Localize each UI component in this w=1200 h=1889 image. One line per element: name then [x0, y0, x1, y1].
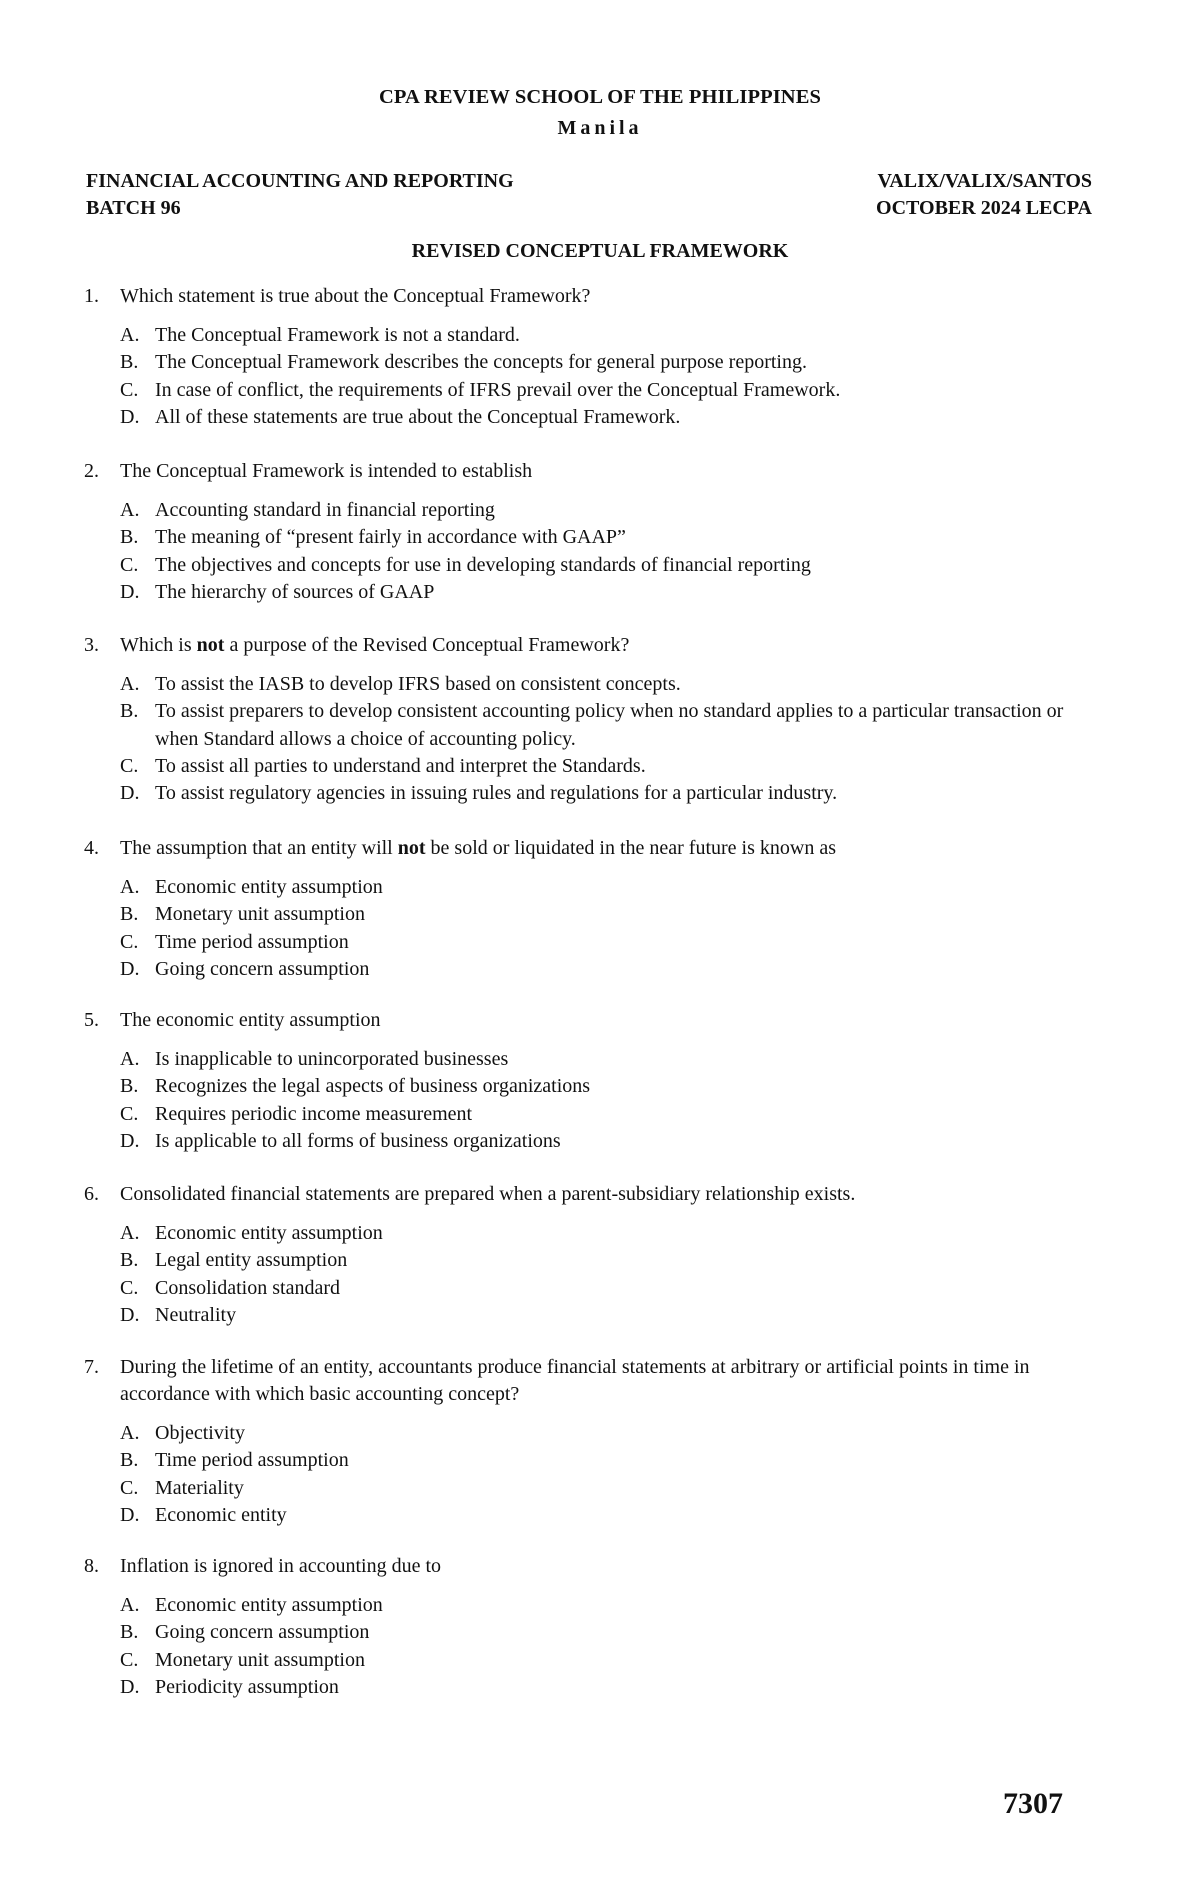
option-text: The hierarchy of sources of GAAP — [155, 580, 435, 603]
option-letter: B. — [120, 903, 139, 926]
question-text-part: a purpose of the Revised Conceptual Framework? — [224, 634, 630, 656]
option-text: Going concern assumption — [155, 1621, 370, 1644]
option-text: Materiality — [155, 1476, 244, 1499]
option-text: Economic entity assumption — [155, 876, 383, 898]
question-item — [0, 1553, 1200, 1701]
answer-options — [0, 322, 1200, 431]
answer-options — [0, 874, 1200, 983]
question-text — [120, 1354, 1100, 1408]
answer-option — [0, 1046, 1200, 1073]
question-text — [120, 1181, 1100, 1208]
question-number: 7. — [84, 1356, 99, 1378]
answer-option — [0, 1674, 1200, 1701]
option-text: The Conceptual Framework is not a standard. — [155, 324, 520, 346]
batch-label: BATCH 96 — [86, 197, 181, 219]
answer-option — [0, 1220, 1200, 1247]
exam-date-code: OCTOBER 2024 LECPA — [876, 197, 1092, 219]
option-letter: C. — [120, 754, 139, 777]
question-stem — [0, 1553, 1200, 1580]
answer-option — [0, 497, 1200, 524]
subject-title: FINANCIAL ACCOUNTING AND REPORTING — [86, 170, 514, 192]
option-text: Recognizes the legal aspects of business organizations — [155, 1075, 591, 1098]
option-letter: D. — [120, 957, 140, 980]
school-city: Manila — [557, 117, 643, 139]
option-text: The meaning of “present fairly in accordance with GAAP” — [155, 526, 626, 549]
question-number: 6. — [84, 1183, 99, 1205]
option-letter: D. — [120, 405, 140, 428]
answer-option — [0, 1420, 1200, 1447]
option-letter: B. — [120, 700, 139, 723]
option-letter: C. — [120, 930, 139, 953]
option-letter: C. — [120, 553, 139, 576]
option-text: To assist regulatory agencies in issuing rules and regulations for a particular industry. — [155, 782, 838, 805]
option-letter: B. — [120, 1449, 139, 1472]
option-text: To assist all parties to understand and interpret the Standards. — [155, 754, 646, 777]
option-text: To assist the IASB to develop IFRS based on consistent concepts. — [155, 673, 681, 695]
question-item — [0, 1181, 1200, 1329]
option-text: The Conceptual Framework describes the concepts for general purpose reporting. — [155, 351, 807, 374]
option-letter: A. — [120, 1048, 140, 1070]
option-letter: B. — [120, 351, 139, 374]
question-item — [0, 283, 1200, 431]
answer-options — [0, 1420, 1200, 1529]
school-name: CPA REVIEW SCHOOL OF THE PHILIPPINES — [379, 86, 821, 108]
answer-option — [0, 1619, 1200, 1646]
question-text-part: Which statement is true about the Conceptual Framework? — [120, 285, 591, 307]
option-letter: C. — [120, 1276, 139, 1299]
answer-option — [0, 698, 1200, 753]
answer-option — [0, 1592, 1200, 1619]
answer-option — [0, 780, 1200, 807]
answer-option — [0, 1502, 1200, 1529]
answer-options — [0, 1046, 1200, 1155]
question-stem — [0, 835, 1200, 862]
option-letter: C. — [120, 1476, 139, 1499]
option-text: Monetary unit assumption — [155, 903, 365, 926]
question-text — [120, 1007, 1100, 1034]
answer-option — [0, 322, 1200, 349]
option-letter: D. — [120, 1129, 140, 1152]
answer-option — [0, 404, 1200, 431]
option-letter: C. — [120, 1648, 139, 1671]
option-letter: B. — [120, 1249, 139, 1272]
answer-option — [0, 552, 1200, 579]
answer-option — [0, 524, 1200, 551]
question-text — [120, 632, 1100, 659]
option-text: Accounting standard in financial reporting — [155, 499, 495, 521]
option-text: Time period assumption — [155, 930, 349, 953]
option-text: Going concern assumption — [155, 957, 370, 980]
answer-option — [0, 1275, 1200, 1302]
option-text: Legal entity assumption — [155, 1249, 348, 1272]
option-text: Economic entity assumption — [155, 1594, 383, 1616]
answer-option — [0, 1475, 1200, 1502]
option-letter: A. — [120, 1222, 140, 1244]
document-title: REVISED CONCEPTUAL FRAMEWORK — [411, 240, 789, 262]
question-text-part: The assumption that an entity will — [120, 837, 398, 859]
question-stem — [0, 632, 1200, 659]
answer-option — [0, 1647, 1200, 1674]
option-text: Is applicable to all forms of business organizations — [155, 1129, 561, 1152]
authors: VALIX/VALIX/SANTOS — [877, 170, 1092, 192]
option-text: Periodicity assumption — [155, 1675, 339, 1698]
question-text — [120, 835, 1100, 862]
answer-option — [0, 1128, 1200, 1155]
question-number: 1. — [84, 285, 99, 307]
answer-options — [0, 497, 1200, 606]
question-number: 2. — [84, 460, 99, 482]
answer-options — [0, 671, 1200, 807]
answer-option — [0, 1073, 1200, 1100]
option-letter: A. — [120, 1422, 140, 1444]
option-text: Is inapplicable to unincorporated businesses — [155, 1048, 509, 1070]
emphasis-text: not — [196, 634, 225, 656]
answer-option — [0, 929, 1200, 956]
question-text-part: be sold or liquidated in the near future is known as — [425, 837, 836, 859]
option-letter: A. — [120, 1594, 140, 1616]
answer-option — [0, 671, 1200, 698]
option-letter: A. — [120, 324, 140, 346]
question-number: 5. — [84, 1009, 99, 1031]
option-text: Economic entity assumption — [155, 1222, 383, 1244]
answer-option — [0, 1302, 1200, 1329]
question-stem — [0, 458, 1200, 485]
page-number: 7307 — [1003, 1787, 1063, 1820]
option-letter: D. — [120, 1303, 140, 1326]
option-letter: B. — [120, 1621, 139, 1644]
question-text-part: During the lifetime of an entity, accountants produce financial statements at arbitrary or artificial points in time in accordance with which basic accounting concept? — [120, 1356, 1030, 1405]
question-stem — [0, 1354, 1200, 1408]
option-text: Time period assumption — [155, 1449, 349, 1472]
option-text: Economic entity — [155, 1503, 287, 1526]
option-letter: A. — [120, 499, 140, 521]
option-text: Objectivity — [155, 1422, 245, 1444]
option-letter: D. — [120, 580, 140, 603]
option-text: Monetary unit assumption — [155, 1648, 365, 1671]
question-number: 3. — [84, 634, 99, 656]
option-letter: C. — [120, 1102, 139, 1125]
option-letter: B. — [120, 526, 139, 549]
option-letter: D. — [120, 1503, 140, 1526]
answer-options — [0, 1220, 1200, 1329]
option-text: To assist preparers to develop consistent accounting policy when no standard applies to a particular transaction or when Standard allows a choice of accounting policy. — [155, 700, 1064, 750]
answer-option — [0, 956, 1200, 983]
option-letter: A. — [120, 673, 140, 695]
option-text: Neutrality — [155, 1303, 237, 1326]
answer-option — [0, 377, 1200, 404]
option-text: In case of conflict, the requirements of IFRS prevail over the Conceptual Framework. — [155, 378, 841, 401]
question-number: 4. — [84, 837, 99, 859]
answer-option — [0, 1447, 1200, 1474]
question-stem — [0, 283, 1200, 310]
question-item — [0, 1354, 1200, 1529]
question-item — [0, 1007, 1200, 1155]
question-text-part: The Conceptual Framework is intended to establish — [120, 460, 533, 482]
option-letter: D. — [120, 1675, 140, 1698]
option-text: Requires periodic income measurement — [155, 1102, 473, 1125]
option-text: All of these statements are true about the Conceptual Framework. — [155, 405, 681, 428]
emphasis-text: not — [397, 837, 426, 859]
question-number: 8. — [84, 1555, 99, 1577]
answer-option — [0, 753, 1200, 780]
answer-options — [0, 1592, 1200, 1701]
option-text: Consolidation standard — [155, 1276, 340, 1299]
option-letter: C. — [120, 378, 139, 401]
answer-option — [0, 349, 1200, 376]
question-stem — [0, 1181, 1200, 1208]
question-text-part: Inflation is ignored in accounting due to — [120, 1555, 442, 1577]
answer-option — [0, 579, 1200, 606]
option-letter: B. — [120, 1075, 139, 1098]
option-letter: A. — [120, 876, 140, 898]
question-item — [0, 458, 1200, 606]
option-text: The objectives and concepts for use in developing standards of financial reporting — [155, 553, 811, 576]
question-text-part: Which is — [120, 634, 197, 656]
question-item — [0, 632, 1200, 807]
option-letter: D. — [120, 782, 140, 805]
answer-option — [0, 901, 1200, 928]
question-text-part: The economic entity assumption — [120, 1009, 381, 1031]
question-stem — [0, 1007, 1200, 1034]
question-text — [120, 283, 1100, 310]
question-text — [120, 458, 1100, 485]
answer-option — [0, 1247, 1200, 1274]
answer-option — [0, 874, 1200, 901]
question-text-part: Consolidated financial statements are prepared when a parent-subsidiary relationship exists. — [120, 1183, 856, 1205]
answer-option — [0, 1101, 1200, 1128]
question-item — [0, 835, 1200, 983]
question-text — [120, 1553, 1100, 1580]
